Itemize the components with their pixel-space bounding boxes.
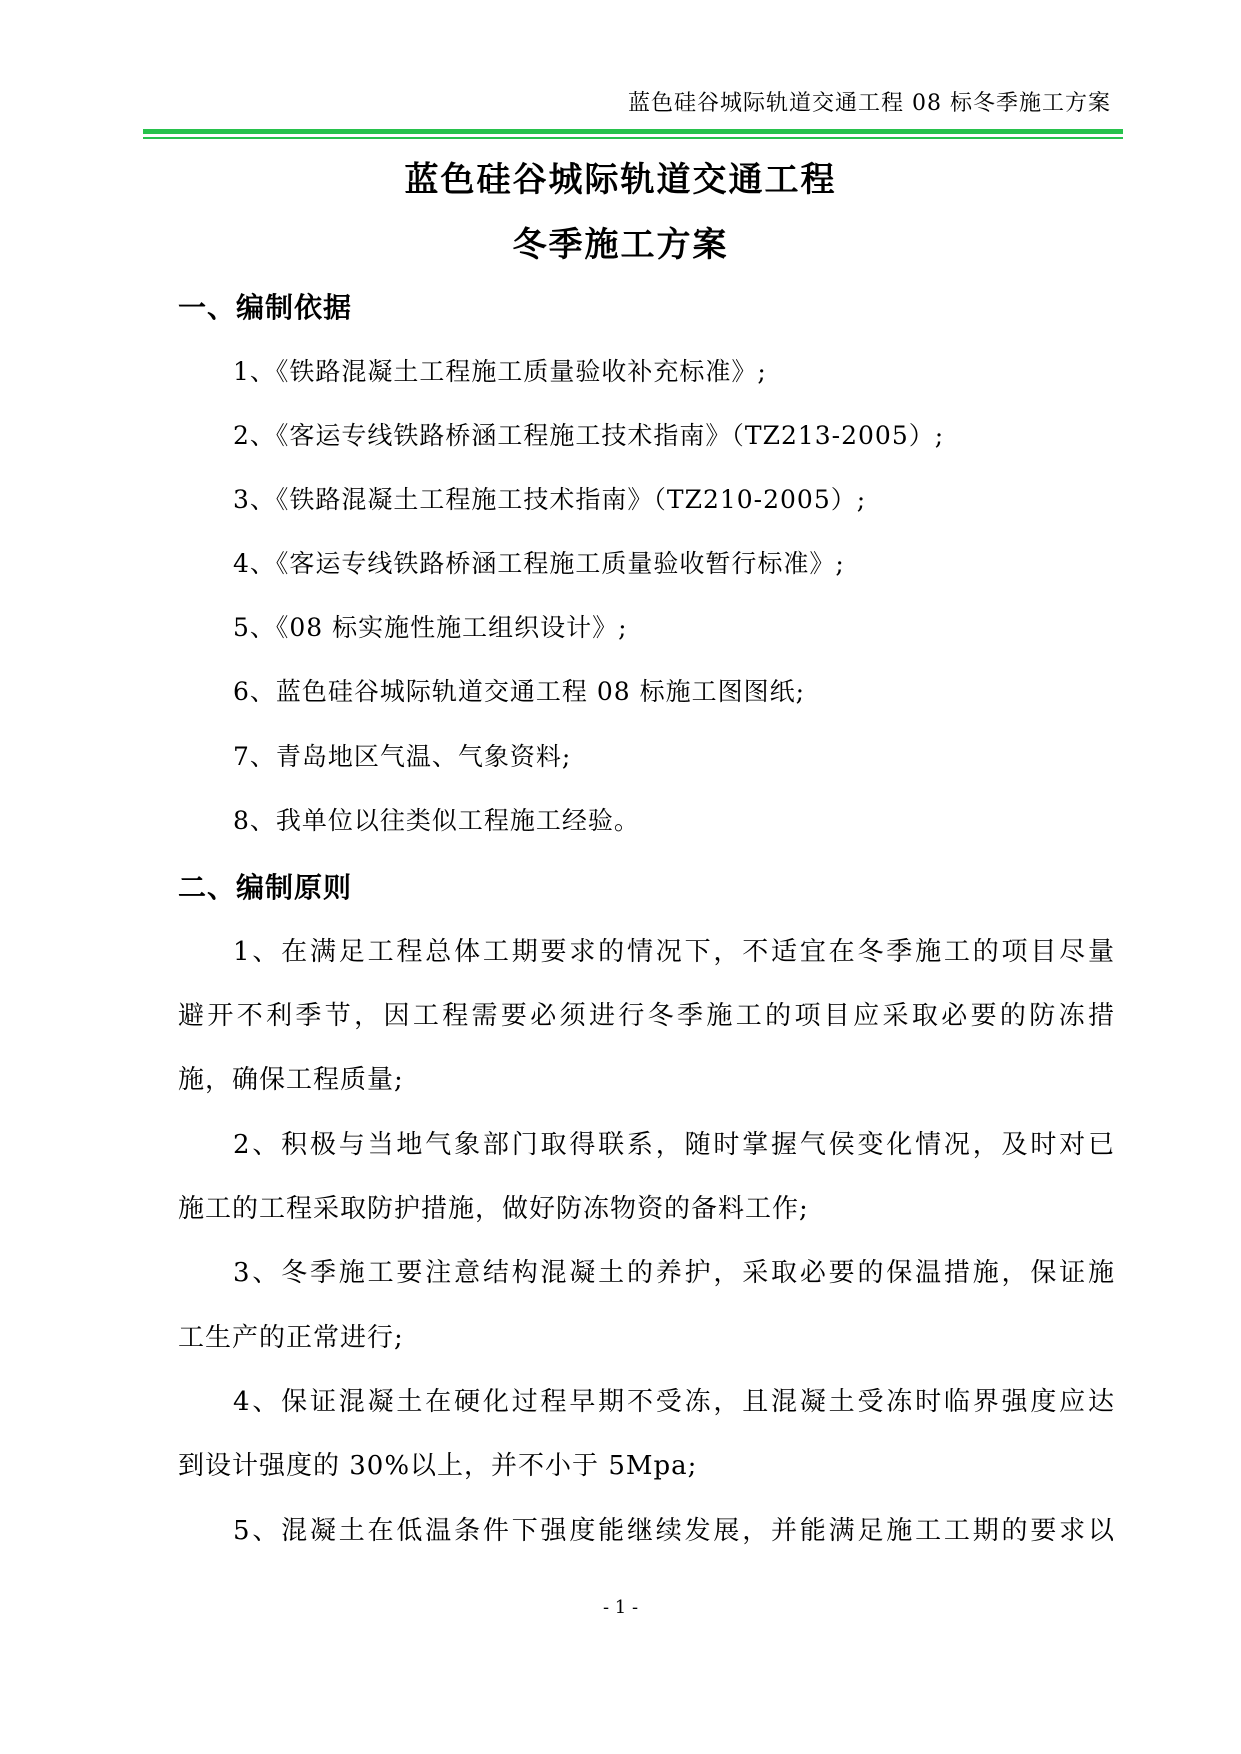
basis-item: 5、《08 标实施性施工组织设计》; bbox=[233, 613, 628, 642]
basis-item: 3、《铁路混凝土工程施工技术指南》（TZ210-2005）; bbox=[233, 485, 867, 514]
basis-item: 6、蓝色硅谷城际轨道交通工程 08 标施工图图纸; bbox=[233, 677, 806, 706]
principle-paragraph-line: 施工的工程采取防护措施，做好防冻物资的备料工作; bbox=[178, 1194, 809, 1224]
basis-item: 1、《铁路混凝土工程施工质量验收补充标准》; bbox=[233, 357, 767, 386]
basis-item: 8、我单位以往类似工程施工经验。 bbox=[233, 806, 640, 835]
header-rule-thick bbox=[143, 129, 1123, 134]
basis-item: 2、《客运专线铁路桥涵工程施工技术指南》（TZ213-2005）; bbox=[233, 421, 945, 450]
section-heading-principles: 二、编制原则 bbox=[178, 871, 353, 904]
principle-paragraph-line: 施，确保工程质量; bbox=[178, 1065, 404, 1095]
principle-paragraph-line: 2、积极与当地气象部门取得联系，随时掌握气侯变化情况，及时对已 bbox=[233, 1130, 1115, 1160]
principle-paragraph-line: 1、在满足工程总体工期要求的情况下，不适宜在冬季施工的项目尽量 bbox=[233, 937, 1115, 967]
principle-paragraph-line: 3、冬季施工要注意结构混凝土的养护，采取必要的保温措施，保证施 bbox=[233, 1258, 1115, 1288]
basis-item: 4、《客运专线铁路桥涵工程施工质量验收暂行标准》; bbox=[233, 549, 845, 578]
page-number: - 1 - bbox=[602, 1597, 639, 1618]
document-title-line2: 冬季施工方案 bbox=[512, 225, 729, 265]
basis-item: 7、青岛地区气温、气象资料; bbox=[233, 742, 572, 771]
document-title-line1: 蓝色硅谷城际轨道交通工程 bbox=[404, 160, 837, 200]
principle-paragraph-line: 工生产的正常进行; bbox=[178, 1323, 404, 1353]
principle-paragraph-line: 5、混凝土在低温条件下强度能继续发展，并能满足施工工期的要求以 bbox=[233, 1516, 1115, 1546]
principle-paragraph-line: 避开不利季节，因工程需要必须进行冬季施工的项目应采取必要的防冻措 bbox=[178, 1001, 1115, 1031]
principle-paragraph-line: 4、保证混凝土在硬化过程早期不受冻，且混凝土受冻时临界强度应达 bbox=[233, 1387, 1115, 1417]
header-rule-thin bbox=[143, 137, 1123, 139]
section-heading-basis: 一、编制依据 bbox=[178, 291, 353, 324]
header-title: 蓝色硅谷城际轨道交通工程 08 标冬季施工方案 bbox=[628, 91, 1111, 116]
principle-paragraph-line: 到设计强度的 30%以上，并不小于 5Mpa; bbox=[178, 1451, 698, 1481]
